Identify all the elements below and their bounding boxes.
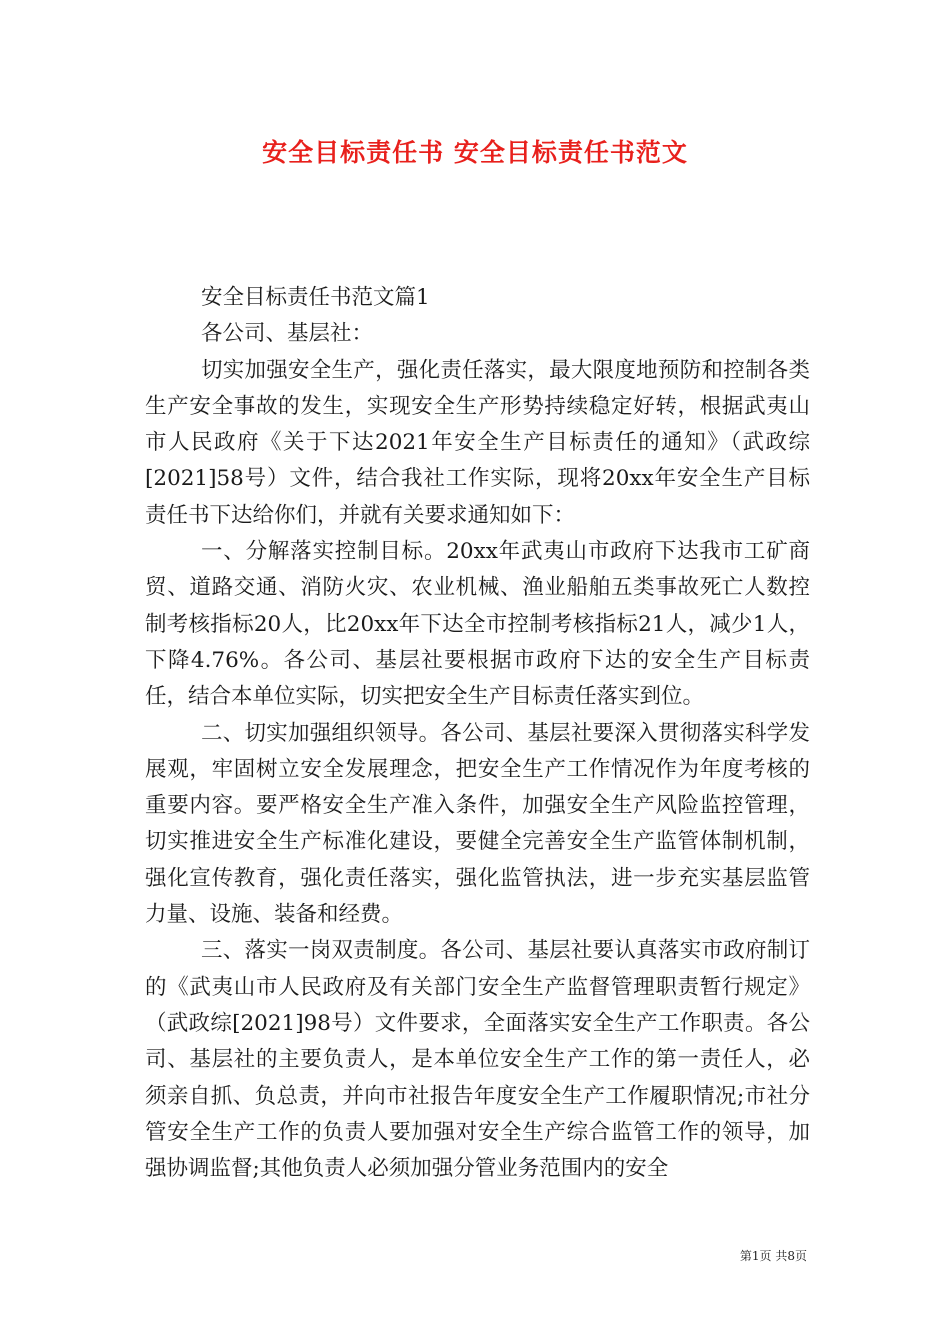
section-heading: 安全目标责任书范文篇1 [201,285,430,310]
paragraph-item-3: 三、落实一岗双责制度。各公司、基层社要认真落实市政府制订的《武夷山市人民政府及有关部门安全生产监督管理职责暂行规定》（武政综[2021]98号）文件要求，全面落实安全生产工作职责。各公司、基层社的主要负责人，是本单位安全生产工作的第一责任人，必须亲自抓、负总责，并向市社报告年度安全生产工作履职情况;市社分管安全生产工作的负责人要加强对安全生产综合监管工作的领导，加强协调监督;其他负责人必须加强分管业务范围内的安全 [145,938,810,1182]
paragraph-item-2: 二、切实加强组织领导。各公司、基层社要深入贯彻落实科学发展观，牢固树立安全发展理念，把安全生产工作情况作为年度考核的重要内容。要严格安全生产准入条件，加强安全生产风险监控管理，切实推进安全生产标准化建设，要健全完善安全生产监管体制机制，强化宣传教育，强化责任落实，强化监管执法，进一步充实基层监管力量、设施、装备和经费。 [145,720,810,928]
document-title: 安全目标责任书 安全目标责任书范文 [262,138,688,167]
paragraph-item-1: 一、分解落实控制目标。20xx年武夷山市政府下达我市工矿商贸、道路交通、消防火灾、农业机械、渔业船舶五类事故死亡人数控制考核指标20人，比20xx年下达全市控制考核指标21人，减少1人，下降4.76%。各公司、基层社要根据市政府下达的安全生产目标责任，结合本单位实际，切实把安全生产目标责任落实到位。 [145,539,810,710]
document-body [145,280,810,1187]
paragraph-intro: 切实加强安全生产，强化责任落实，最大限度地预防和控制各类生产安全事故的发生，实现安全生产形势持续稳定好转，根据武夷山市人民政府《关于下达2021年安全生产目标责任的通知》（武政综[2021]58号）文件，结合我社工作实际，现将20xx年安全生产目标责任书下达给你们，并就有关要求通知如下： [145,357,810,528]
page-number: 第1页 共8页 [739,1249,807,1263]
salutation: 各公司、基层社： [201,321,374,347]
